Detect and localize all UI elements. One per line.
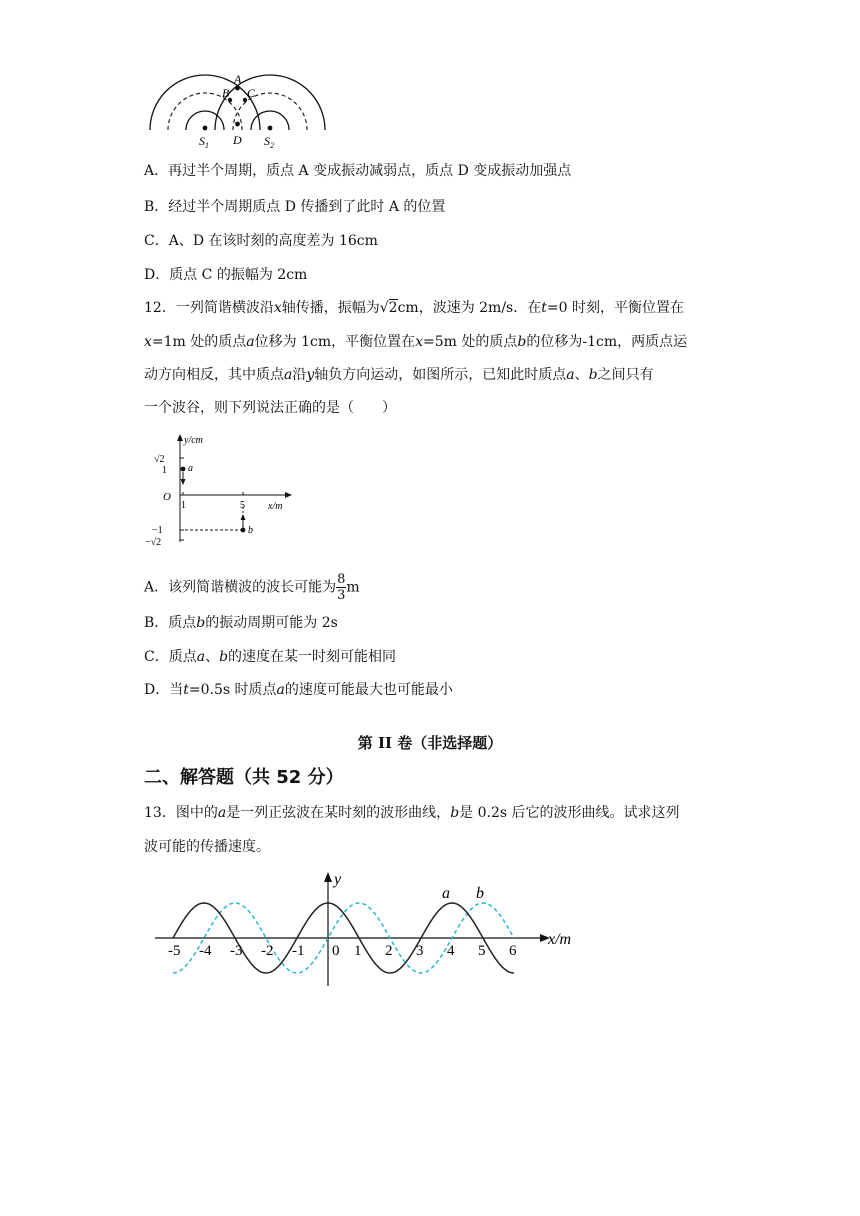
x-tick-label: 6 [509, 943, 517, 959]
x-tick-label: 1 [354, 943, 362, 959]
outer-arc-s2 [215, 75, 325, 130]
x-axis-label: x/m [268, 501, 283, 512]
point-D [235, 122, 240, 127]
label-S2: $S_2$ [264, 134, 274, 150]
q12-stem-line2: x=1m 处的质点a位移为 1cm，平衡位置在x=5m 处的质点b的位移为-1cm，两质点运 [144, 334, 688, 350]
label-A: A [234, 72, 242, 86]
x-tick-label: 4 [447, 943, 455, 959]
source-S2 [268, 126, 273, 131]
x-tick-label: -3 [230, 943, 243, 959]
x-tick-label: -5 [168, 943, 181, 959]
label-B: B [222, 86, 230, 100]
sqrt-symbol: √2 [379, 300, 398, 316]
y-axis-label: y [334, 871, 342, 888]
label-a: a [188, 463, 193, 474]
q13-stem-line2: 波可能的传播速度。 [144, 839, 270, 855]
q12-option-c: C．质点a、b的速度在某一时刻可能相同 [144, 649, 397, 665]
label-D: D [233, 133, 242, 147]
q13-stem-line1: 13．图中的a是一列正弦波在某时刻的波形曲线，b是 0.2s 后它的波形曲线。试求这列 [144, 805, 680, 821]
tick-0: O [163, 491, 171, 503]
q12-stem-line4: 一个波谷，则下列说法正确的是（ ） [144, 400, 396, 416]
q11-option-b: B．经过半个周期质点 D 传播到了此时 A 的位置 [144, 199, 446, 215]
point-a [181, 467, 186, 472]
label-b: b [248, 525, 253, 536]
label-C: C [247, 86, 256, 100]
q12-option-b: B．质点b的振动周期可能为 2s [144, 615, 338, 631]
q11-option-d: D．质点 C 的振幅为 2cm [144, 267, 308, 283]
wave-figure [150, 868, 590, 990]
interference-figure [140, 70, 340, 150]
point-b [241, 528, 246, 533]
q12-option-a: A．该列简谐横波的波长可能为 $\frac{8}{3}$ m [144, 572, 360, 603]
tick-neg1: −1 [152, 525, 163, 536]
x-tick-5: 5 [240, 500, 245, 511]
q11-option-a: A．再过半个周期，质点 A 变成振动减弱点，质点 D 变成振动加强点 [144, 163, 572, 179]
q12-option-d: D．当t=0.5s 时质点a的速度可能最大也可能最小 [144, 682, 453, 698]
section-title: 二、解答题（共 52 分） [144, 767, 344, 788]
label-S1: $S_1$ [199, 134, 209, 150]
q12-figure [140, 432, 300, 550]
q12-stem-line1: 12．一列简谐横波沿x轴传播，振幅为√2cm，波速为 2m/s．在t=0 时刻，平衡位置在 [144, 300, 684, 316]
tick-1: 1 [162, 465, 167, 476]
q11-option-c: C．A、D 在该时刻的高度差为 16cm [144, 233, 378, 249]
x-tick-label: 3 [416, 943, 424, 959]
q12-stem-line3: 动方向相反，其中质点a沿y轴负方向运动，如图所示，已知此时质点a、b之间只有 [144, 367, 654, 383]
y-axis-arrow [324, 872, 332, 882]
x-tick-label: 5 [478, 943, 486, 959]
curve-b-label: b [476, 885, 484, 902]
fraction-8-3: $\frac{8}{3}$ [337, 572, 346, 603]
x-tick-label: 0 [332, 943, 340, 959]
x-axis-label: x/m [548, 931, 572, 948]
point-A [235, 86, 240, 91]
x-tick-label: -2 [261, 943, 274, 959]
source-S1 [203, 126, 208, 131]
x-tick-label: 2 [385, 943, 393, 959]
x-tick-label: -1 [292, 943, 305, 959]
tick-negsqrt2: −√2 [145, 537, 162, 548]
x-tick-1: 1 [181, 500, 186, 511]
tick-sqrt2: √2 [154, 454, 165, 465]
volume-title: 第 II 卷（非选择题） [357, 734, 503, 752]
x-tick-label: -4 [199, 943, 212, 959]
outer-arc-s1 [150, 75, 260, 130]
curve-a-label: a [442, 885, 450, 902]
y-axis-label: y/cm [184, 435, 203, 446]
